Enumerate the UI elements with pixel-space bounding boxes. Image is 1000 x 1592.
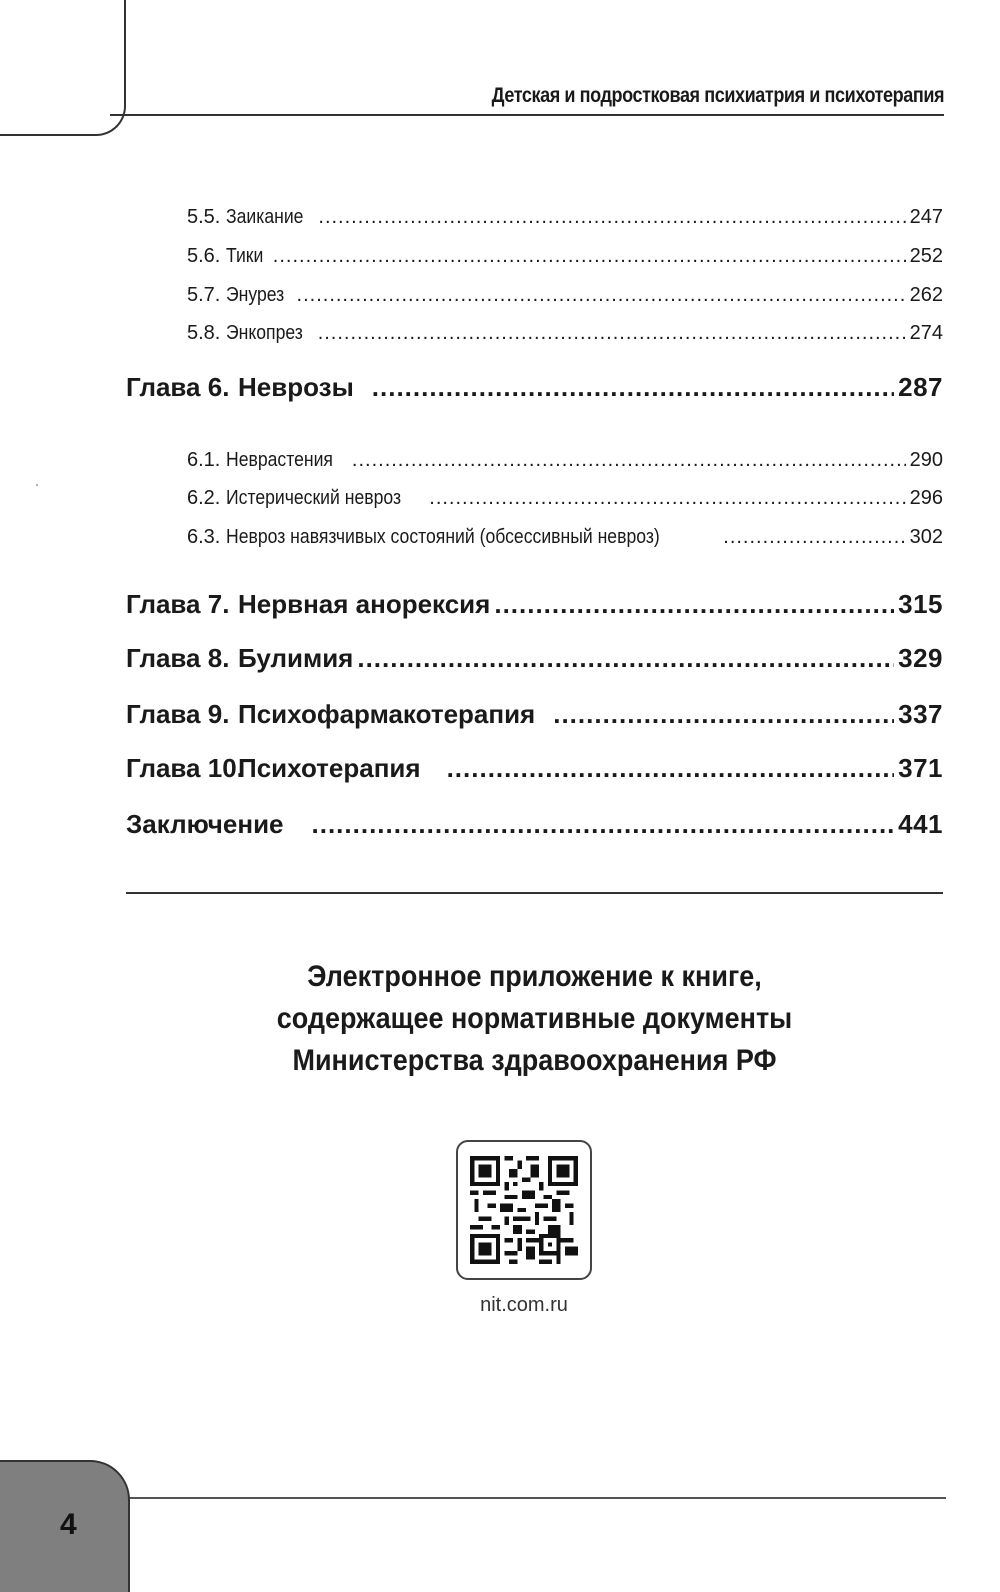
toc-entry-title: Тики — [226, 245, 264, 267]
appendix-line: Электронное приложение к книге, — [307, 960, 762, 993]
toc-entry[interactable] — [187, 487, 943, 510]
toc-entry[interactable] — [187, 322, 943, 345]
toc-entry-page: 274 — [909, 322, 943, 344]
header-divider — [110, 114, 944, 116]
toc-chapter-title: Психотерапия — [238, 753, 421, 783]
toc-chapter-title: Психофармакотерапия — [238, 699, 536, 729]
appendix-url[interactable]: nit.com.ru — [480, 1294, 568, 1316]
toc-entry-title: Неврастения — [226, 449, 334, 471]
dot-leader — [352, 449, 906, 472]
toc-entry-title: Энкопрез — [226, 322, 304, 344]
toc-chapter-number: Глава 10. — [126, 753, 244, 783]
toc-chapter-page: 337 — [898, 699, 943, 729]
toc-chapter-number: Глава 9. — [126, 699, 230, 729]
toc-chapter[interactable] — [126, 699, 943, 730]
toc-chapter-page: 315 — [898, 589, 943, 619]
toc-entry[interactable] — [187, 526, 943, 549]
toc-chapter[interactable] — [126, 753, 943, 784]
toc-chapter-page: 371 — [898, 753, 943, 783]
dot-leader — [312, 809, 895, 840]
dot-leader — [723, 526, 905, 549]
toc-entry[interactable] — [187, 206, 943, 229]
dot-leader — [494, 589, 894, 620]
toc-entry-page: 290 — [909, 449, 943, 471]
toc-chapter-title: Булимия — [238, 643, 354, 673]
toc-entry-number: 5.7. — [187, 284, 221, 306]
toc-entry-page: 252 — [909, 245, 943, 267]
toc-entry-title: Невроз навязчивых состояний (обсессивный невроз) — [226, 526, 661, 548]
toc-chapter-page: 329 — [898, 643, 943, 673]
toc-entry-title: Заикание — [226, 206, 304, 228]
toc-conclusion-page: 441 — [898, 809, 943, 839]
dot-leader — [553, 699, 894, 730]
toc-entry-title: Энурез — [226, 284, 285, 306]
dot-leader — [297, 284, 906, 307]
toc-chapter[interactable] — [126, 643, 943, 674]
dot-leader — [372, 372, 894, 403]
toc-entry-number: 6.3. — [187, 526, 221, 548]
toc-entry-page: 296 — [909, 487, 943, 509]
toc-conclusion[interactable] — [126, 809, 943, 840]
toc-entry-title: Истерический невроз — [226, 487, 402, 509]
toc-entry-page: 247 — [909, 206, 943, 228]
toc-entry-number: 5.6. — [187, 245, 221, 267]
dot-leader — [357, 643, 894, 674]
appendix-line: содержащее нормативные документы — [276, 1002, 793, 1035]
toc-entry-page: 302 — [909, 526, 943, 548]
appendix-notice — [126, 956, 943, 1082]
page-number: 4 — [60, 1508, 77, 1541]
appendix-line: Министерства здравоохранения РФ — [292, 1044, 777, 1077]
toc-chapter-title: Нервная анорексия — [238, 589, 491, 619]
toc-entry-number: 5.5. — [187, 206, 221, 228]
toc-chapter-number: Глава 6. — [126, 372, 230, 402]
toc-chapter-number: Глава 8. — [126, 643, 230, 673]
toc-entry[interactable] — [187, 284, 943, 307]
toc-entry[interactable] — [187, 245, 943, 268]
dot-leader — [447, 753, 895, 784]
toc-entry-number: 6.1. — [187, 449, 221, 471]
toc-chapter[interactable] — [126, 589, 943, 620]
footer-divider — [120, 1497, 946, 1499]
toc-chapter[interactable] — [126, 372, 943, 403]
toc-chapter-number: Глава 7. — [126, 589, 230, 619]
qr-code-frame[interactable] — [456, 1140, 592, 1280]
dot-leader — [273, 245, 906, 268]
dot-leader — [318, 206, 905, 229]
paper-speck — [36, 484, 38, 486]
toc-chapter-title: Неврозы — [238, 372, 354, 402]
dot-leader — [429, 487, 905, 510]
toc-conclusion-title: Заключение — [126, 809, 284, 839]
toc-chapter-page: 287 — [898, 372, 943, 402]
toc-entry-page: 262 — [909, 284, 943, 306]
running-title: Детская и подростковая психиатрия и психотерапия — [491, 84, 944, 107]
toc-entry[interactable] — [187, 449, 943, 472]
dot-leader — [318, 322, 906, 345]
toc-entry-number: 5.8. — [187, 322, 221, 344]
section-divider — [126, 892, 943, 894]
header-corner-tab — [0, 0, 126, 136]
qr-code-icon — [470, 1156, 578, 1264]
toc-entry-number: 6.2. — [187, 487, 221, 509]
